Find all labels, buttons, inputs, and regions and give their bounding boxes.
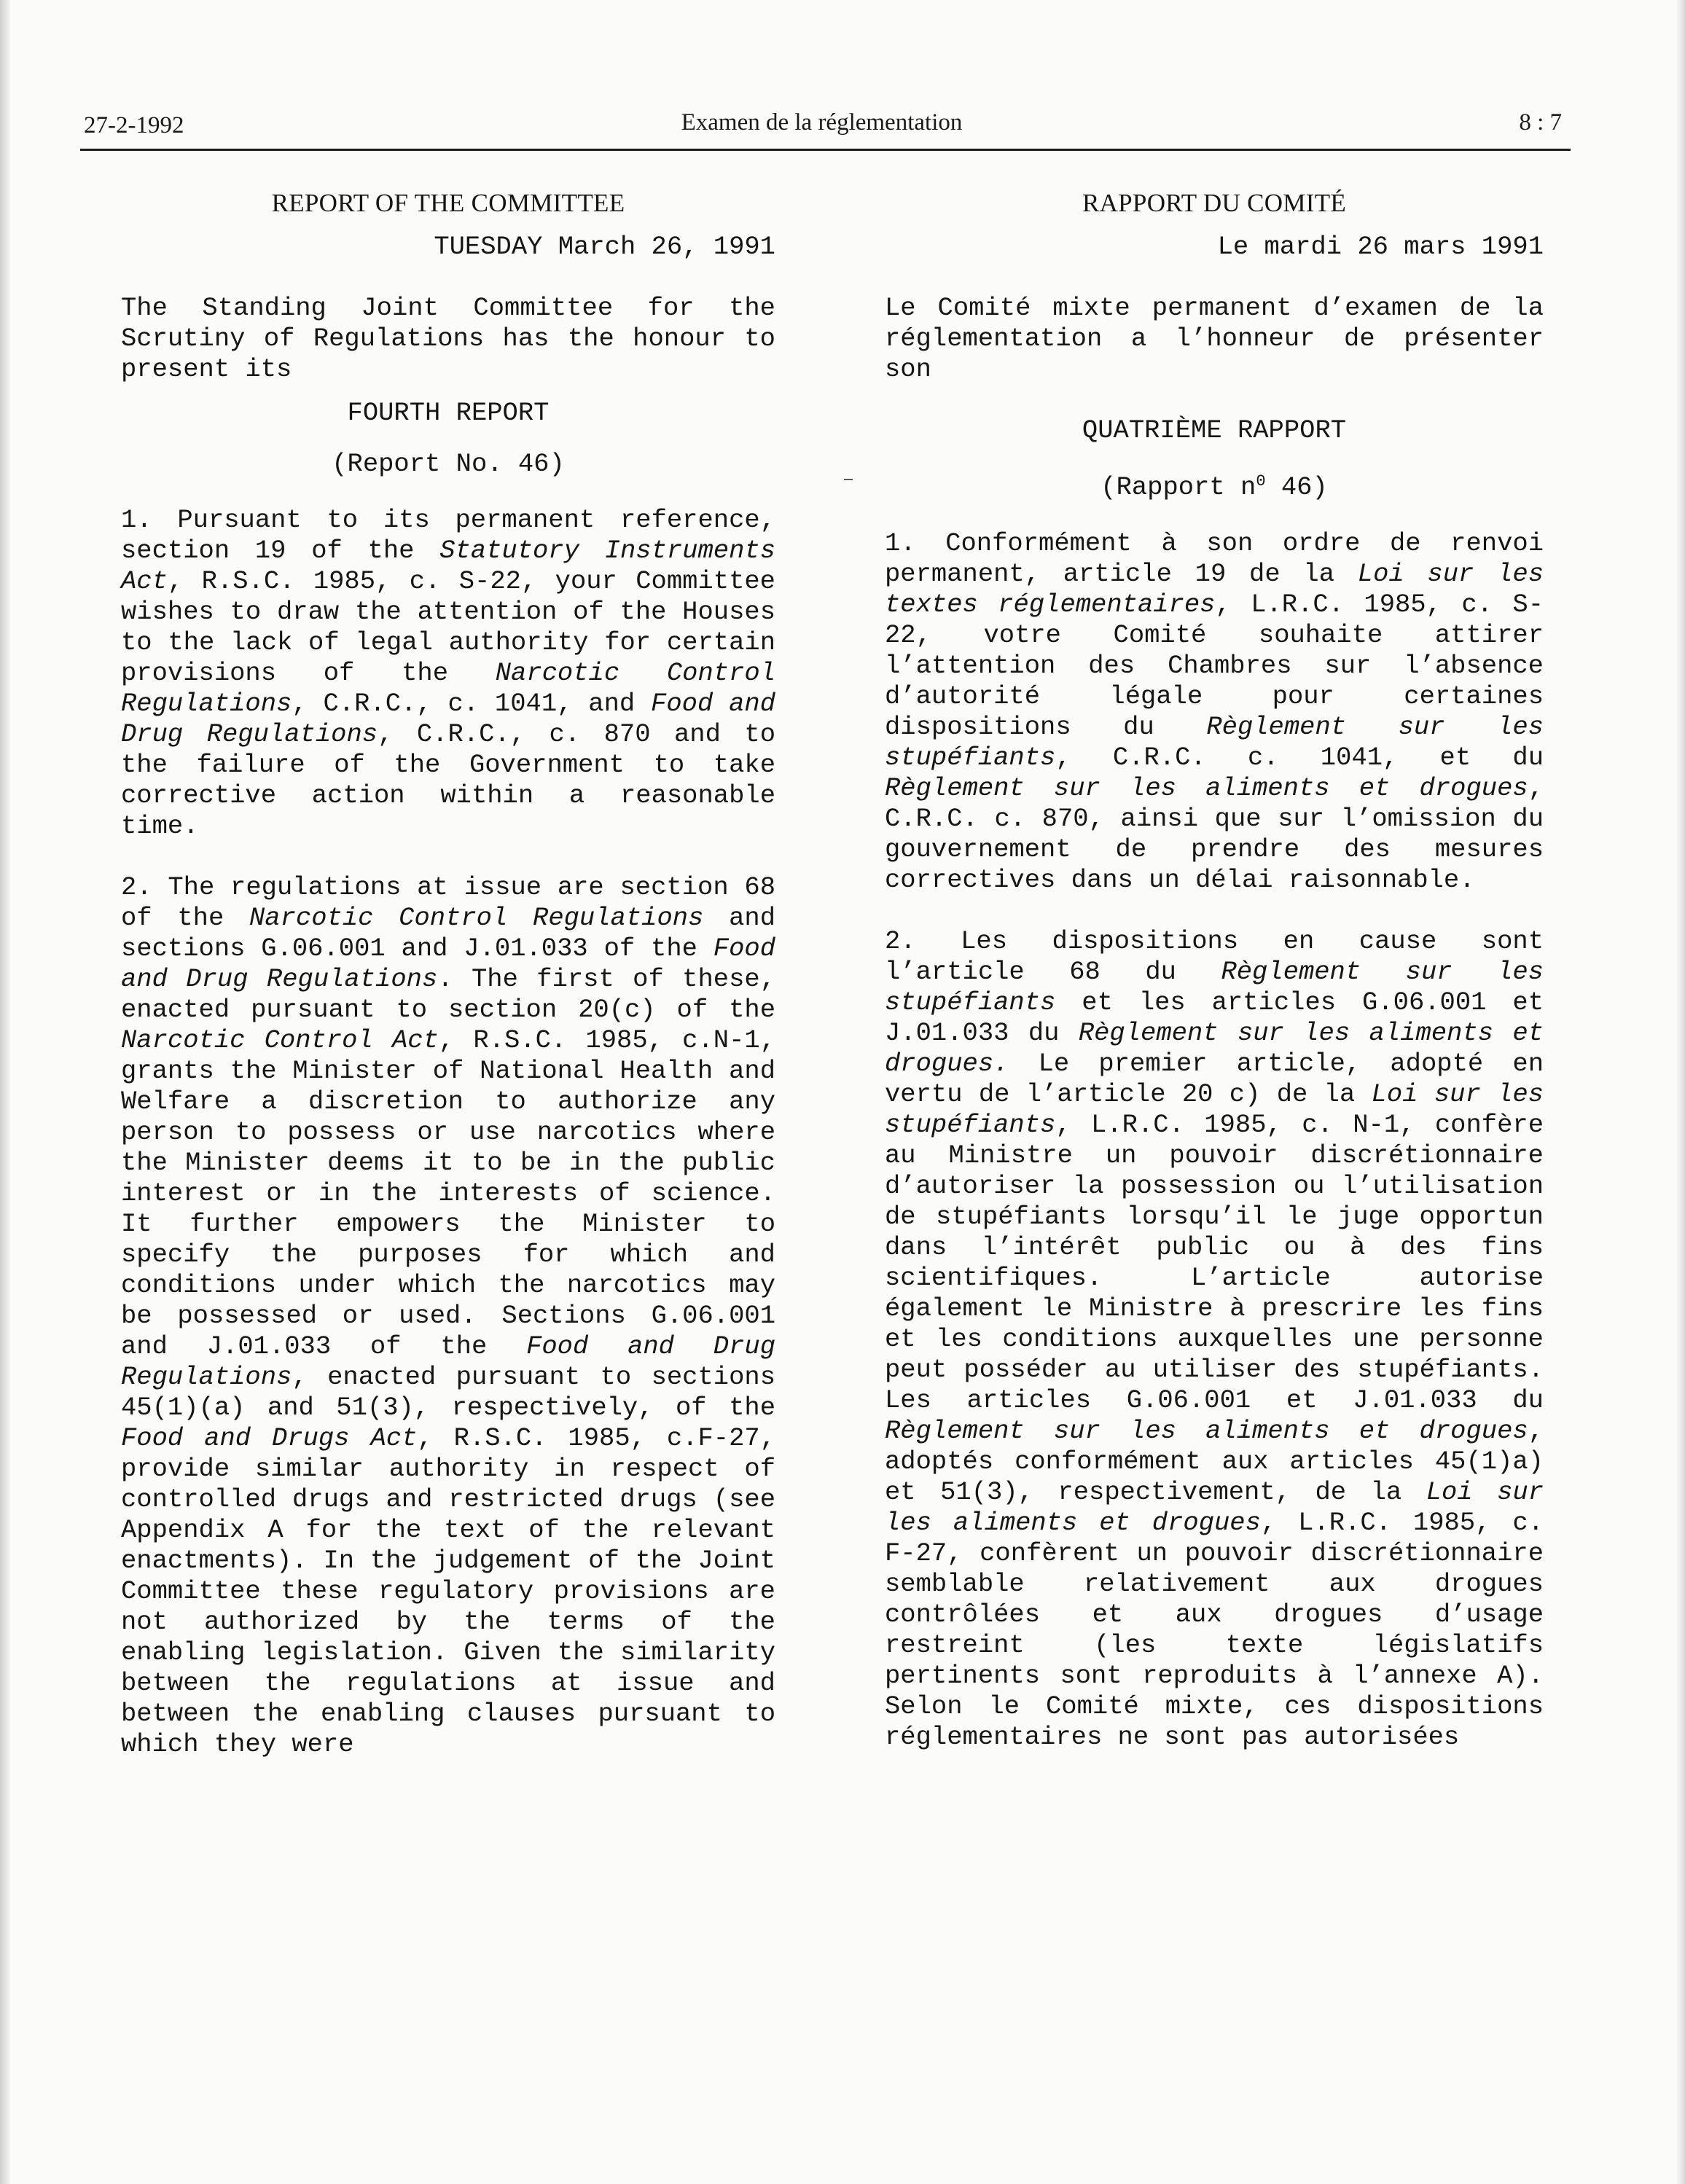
english-heading: REPORT OF THE COMMITTEE: [271, 189, 625, 217]
text-run: , C.R.C., c. 1041, and: [292, 689, 652, 719]
french-heading: RAPPORT DU COMITÉ: [1082, 189, 1347, 217]
english-paragraph-2: [121, 872, 775, 1760]
text-run: 1. Pursuant to its permanent reference, section 19 of the: [121, 505, 775, 565]
italic-title-run: Narcotic Control Act: [121, 1025, 439, 1055]
header-rule: [80, 149, 1571, 151]
text-run: and sections G.06.001 and J.01.033 of the: [121, 903, 776, 963]
english-intro: The Standing Joint Committee for the Scrutiny of Regulations has the honour to present its: [121, 293, 775, 384]
text-run: , R.S.C. 1985, c. S-22, your Committee wishes to draw the attention of the Houses to the lack of legal authority for certain provisions of the: [121, 566, 775, 688]
text-run: , adoptés conformément aux articles 45(1)a) et 51(3), respectivement, de la: [885, 1416, 1544, 1507]
text-run: Le premier article, adopté en vertu de l’article 20 c) de la: [885, 1049, 1544, 1109]
text-run: , L.R.C. 1985, c. S-22, votre Comité souhaite attirer l’attention des Chambres sur l’absence d’autorité légale pour certaines dispositions du: [885, 590, 1544, 742]
page-edge-shadow-left: [0, 0, 10, 2184]
english-report-name: FOURTH REPORT: [347, 398, 550, 428]
french-report-number-prefix: (Rapport n: [1100, 472, 1256, 502]
italic-title-run: Food and Drug Regulations: [121, 689, 775, 749]
italic-title-run: Statutory Instruments Act: [121, 536, 775, 596]
english-column: [121, 181, 775, 1760]
italic-title-run: Loi sur les textes réglementaires: [885, 559, 1544, 619]
text-run: , C.R.C. c. 1041, et du: [1055, 743, 1544, 772]
text-run: , L.R.C. 1985, c. N-1, confère au Ministre un pouvoir discrétionnaire d’autoriser la possession ou l’utilisation de stupéfiants lorsqu’il le juge opportun dans l’intérêt public ou à des fins scientifiques. L’article autorise également le Ministre à prescrire les fins et les conditions auxquelles une personne peut posséder au utiliser des stupéfiants. Les articles G.06.001 et J.01.033 du: [885, 1110, 1544, 1415]
english-paragraph-1: [121, 505, 775, 842]
french-column: [885, 181, 1544, 1753]
italic-title-run: Narcotic Control Regulations: [249, 903, 704, 933]
italic-title-run: Narcotic Control Regulations: [121, 658, 775, 719]
text-run: , enacted pursuant to sections 45(1)(a) and 51(3), respectively, of the: [121, 1362, 775, 1422]
english-report-number: (Report No. 46): [332, 449, 565, 479]
header-date: 27-2-1992: [84, 112, 184, 138]
french-intro: Le Comité mixte permanent d’examen de la réglementation a l’honneur de présenter son: [885, 293, 1544, 384]
text-run: , L.R.C. 1985, c. F-27, confèrent un pouvoir discrétionnaire semblable relativement aux drogues contrôlées et aux drogues d’usage restreint (les texte législatifs pertinents sont reproduits à l’annexe A). Selon le Comité mixte, ces dispositions réglementaires ne sont pas autorisées: [885, 1508, 1544, 1752]
text-run: 2. Les dispositions en cause sont l’article 68 du: [885, 926, 1544, 987]
text-run: , C.R.C. c. 870, ainsi que sur l’omission du gouvernement de prendre des mesures correctives dans un délai raisonnable.: [885, 773, 1544, 895]
header-page-number: 8 : 7: [1519, 109, 1562, 136]
text-run: , R.S.C. 1985, c.N-1, grants the Minister of National Health and Welfare a discretion to authorize any person to possess or use narcotics where the Minister deems it to be in the public interest or in the interests of science. It further empowers the Minister to specify the purposes for which and conditions under which the narcotics may be possessed or used. Sections G.06.001 and J.01.033 of the: [121, 1025, 775, 1361]
italic-title-run: Food and Drugs Act: [121, 1423, 418, 1453]
running-header: [80, 108, 1563, 150]
text-run: 1. Conformément à son ordre de renvoi permanent, article 19 de la: [885, 528, 1544, 589]
margin-dash: [844, 479, 853, 480]
italic-title-run: Food and Drug Regulations: [121, 934, 775, 994]
french-report-number: [885, 466, 1544, 503]
text-run: , C.R.C., c. 870 and to the failure of the Government to take corrective action within a reasonable time.: [121, 719, 776, 841]
text-run: 2. The regulations at issue are section 68 of the: [121, 872, 775, 933]
french-paragraph-2: [885, 926, 1544, 1753]
french-report-number-suffix: 46): [1265, 472, 1328, 502]
french-date: Le mardi 26 mars 1991: [1217, 232, 1544, 262]
page-edge-shadow-right: [1676, 0, 1685, 2184]
italic-title-run: Règlement sur les aliments et drogues.: [885, 1018, 1544, 1079]
header-title: Examen de la réglementation: [681, 109, 963, 136]
italic-title-run: Règlement sur les aliments et drogues: [885, 1416, 1528, 1446]
french-paragraph-1: [885, 528, 1544, 896]
italic-title-run: Loi sur les aliments et drogues: [885, 1477, 1544, 1538]
english-date: TUESDAY March 26, 1991: [434, 232, 775, 262]
italic-title-run: Règlement sur les stupéfiants: [885, 957, 1544, 1017]
text-run: . The first of these, enacted pursuant to section 20(c) of the: [121, 964, 776, 1025]
italic-title-run: Règlement sur les aliments et drogues: [885, 773, 1528, 803]
italic-title-run: Règlement sur les stupéfiants: [885, 712, 1544, 772]
italic-title-run: Loi sur les stupéfiants: [885, 1079, 1544, 1140]
french-report-number-sup: 0: [1256, 472, 1266, 490]
text-run: , R.S.C. 1985, c.F-27, provide similar authority in respect of controlled drugs and restricted drugs (see Appendix A for the text of the relevant enactments). In the judgement of the Joint Committee these regulatory provisions are not authorized by the terms of the enabling legislation. Given the similarity between the regulations at issue and between the enabling clauses pursuant to which they were: [121, 1423, 775, 1759]
italic-title-run: Food and Drug Regulations: [121, 1331, 775, 1392]
text-run: et les articles G.06.001 et J.01.033 du: [885, 987, 1544, 1048]
french-report-name: QUATRIÈME RAPPORT: [1082, 415, 1347, 445]
